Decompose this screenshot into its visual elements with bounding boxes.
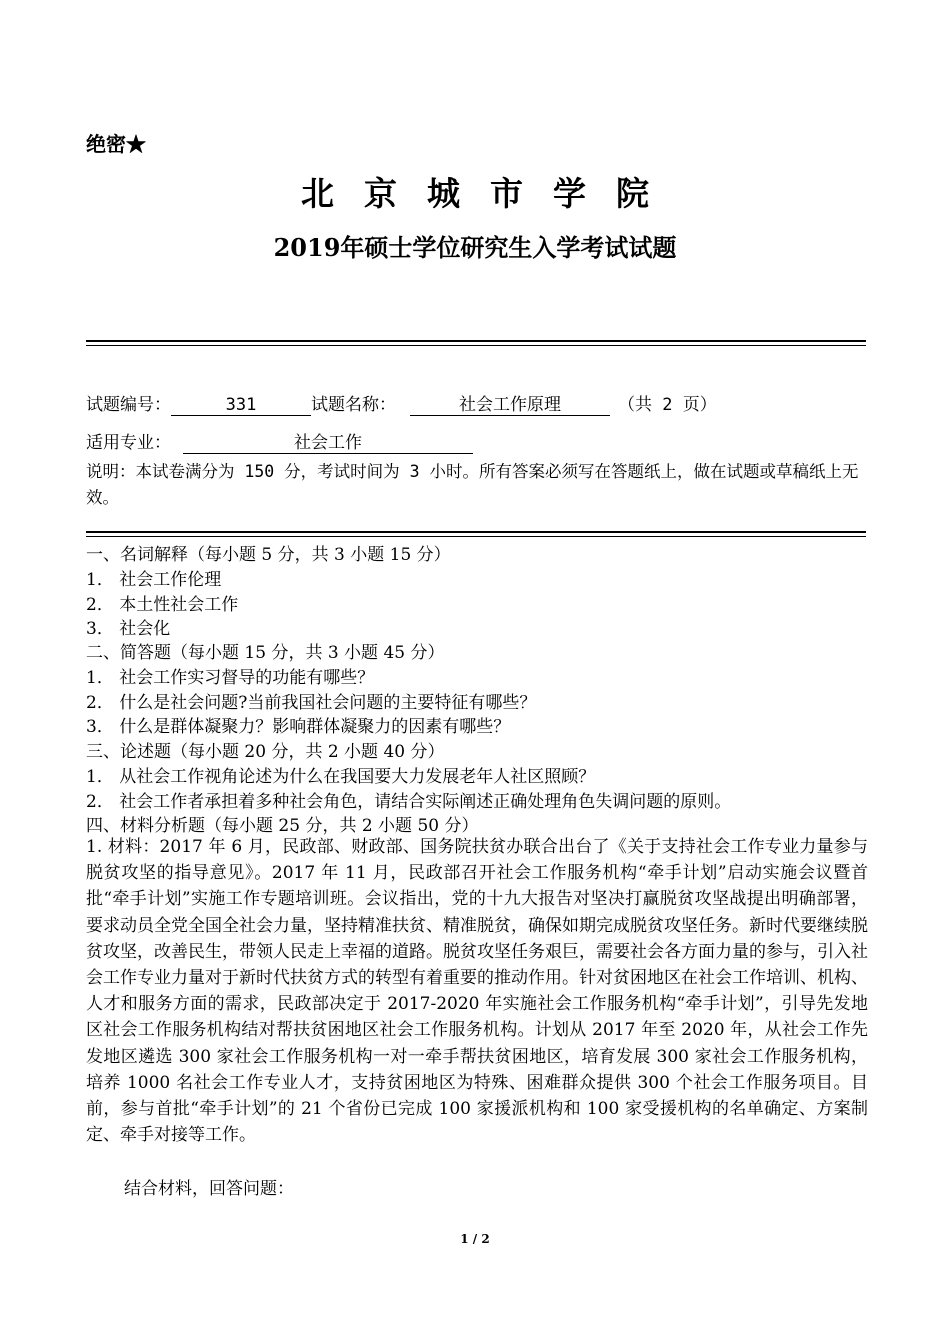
- section-4-heading: 四、材料分析题（每小题 25 分，共 2 小题 50 分）: [86, 816, 479, 836]
- question-item: 2． 社会工作者承担着多种社会角色，请结合实际阐述正确处理角色失调问题的原则。: [86, 792, 732, 812]
- page-number: 1 / 2: [460, 1232, 490, 1246]
- section-2-heading: 二、简答题（每小题 15 分，共 3 小题 45 分）: [86, 643, 445, 663]
- question-item: 1． 社会工作伦理: [86, 570, 222, 590]
- section-3-heading: 三、论述题（每小题 20 分，共 2 小题 40 分）: [86, 742, 445, 762]
- major-value: 社会工作: [183, 433, 473, 454]
- question-item: 2． 什么是社会问题?当前我国社会问题的主要特征有哪些？: [86, 693, 537, 713]
- code-label: 试题编号：: [86, 395, 171, 415]
- material-passage: 1. 材料：2017 年 6 月，民政部、财政部、国务院扶贫办联合出台了《关于支持社会工作专业力量参与脱贫攻坚的指导意见》。2017 年 11 月，民政部召开社会工作服务机构“牵手计划”启动实施会议暨首批“牵手计划”实施工作专题培训班。会议指出，党的十九大报告对坚决打赢脱贫攻坚战提出明确部署，要求动员全党全国全社会力量，坚持精准扶贫、精准脱贫，确保如期完成脱贫攻坚任务。新时代要继续脱贫攻坚，改善民生，带领人民走上幸福的道路。脱贫攻坚任务艰巨，需要社会各方面力量的参与，引入社会工作专业力量对于新时代扶贫方式的转型有着重要的推动作用。针对贫困地区在社会工作培训、机构、人才和服务方面的需求，民政部决定于 2017-2020 年实施社会工作服务机构“牵手计划”，引导先发地区社会工作服务机构结对帮扶贫困地区社会工作服务机构。计划从 2017 年至 2020 年，从社会工作先发地区遴选 300 家社会工作服务机构一对一牵手帮扶贫困地区，培育发展 300 家社会工作服务机构，培养 1000 名社会工作专业人才，支持贫困地区为特殊、困难群众提供 300 个社会工作服务项目。目前，参与首批“牵手计划”的 21 个省份已完成 100 家援派机构和 100 家受援机构的名单确定、方案制定、牵手对接等工作。: [86, 837, 868, 1146]
- name-label: 试题名称：: [311, 395, 396, 415]
- major-label: 适用专业：: [86, 433, 171, 453]
- name-value: 社会工作原理: [410, 395, 610, 416]
- school-name: 北京城市学院: [301, 174, 679, 213]
- exam-info-row: [86, 390, 717, 416]
- exam-instructions: 说明：本试卷满分为 150 分，考试时间为 3 小时。所有答案必须写在答题纸上，做在试题或草稿纸上无效。: [86, 462, 859, 507]
- confidential-mark: 绝密★: [86, 132, 146, 156]
- section-1-heading: 一、名词解释（每小题 5 分，共 3 小题 15 分）: [86, 545, 451, 565]
- code-value: 331: [171, 395, 311, 416]
- exam-title: 2019年硕士学位研究生入学考试试题: [273, 233, 677, 262]
- header-divider: [86, 340, 866, 346]
- question-item: 3． 社会化: [86, 619, 171, 639]
- answer-prompt: 结合材料，回答问题：: [124, 1179, 294, 1199]
- question-item: 1． 社会工作实习督导的功能有哪些？: [86, 668, 375, 688]
- question-item: 3． 什么是群体凝聚力？影响群体凝聚力的因素有哪些？: [86, 717, 511, 737]
- question-item: 1． 从社会工作视角论述为什么在我国要大力发展老年人社区照顾？: [86, 767, 596, 787]
- question-item: 2． 本土性社会工作: [86, 595, 239, 615]
- page-count: （共 2 页）: [618, 395, 717, 415]
- content-divider: [86, 531, 866, 537]
- major-row: [86, 428, 473, 454]
